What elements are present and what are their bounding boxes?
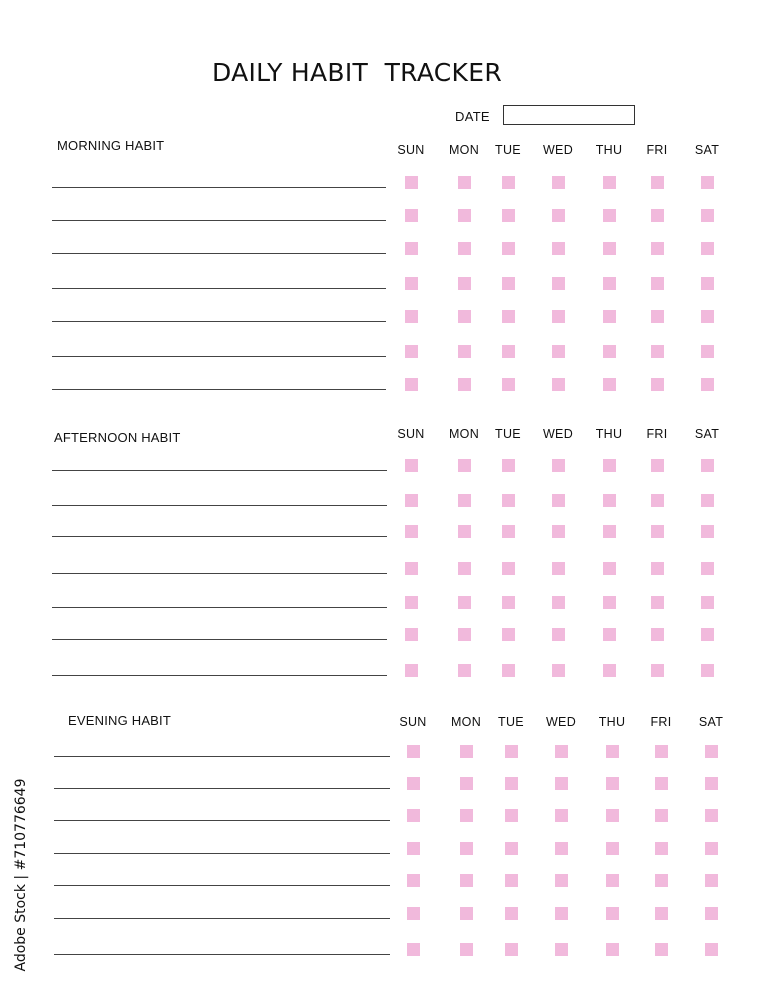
habit-checkbox[interactable] (405, 494, 418, 507)
habit-checkbox[interactable] (705, 777, 718, 790)
habit-checkbox[interactable] (651, 277, 664, 290)
habit-checkbox[interactable] (552, 209, 565, 222)
habit-checkbox[interactable] (460, 745, 473, 758)
habit-entry-line[interactable] (54, 954, 390, 955)
habit-checkbox[interactable] (405, 242, 418, 255)
habit-checkbox[interactable] (705, 745, 718, 758)
habit-checkbox[interactable] (555, 907, 568, 920)
habit-checkbox[interactable] (603, 562, 616, 575)
habit-checkbox[interactable] (552, 277, 565, 290)
section-title: EVENING HABIT (68, 713, 172, 728)
habit-checkbox[interactable] (655, 907, 668, 920)
day-header-sat: SAT (694, 143, 720, 157)
habit-entry-line[interactable] (54, 885, 390, 886)
habit-entry-line[interactable] (52, 639, 387, 640)
habit-checkbox[interactable] (405, 310, 418, 323)
habit-checkbox[interactable] (705, 907, 718, 920)
habit-checkbox[interactable] (502, 494, 515, 507)
habit-checkbox[interactable] (603, 242, 616, 255)
habit-checkbox[interactable] (552, 176, 565, 189)
habit-checkbox[interactable] (460, 777, 473, 790)
day-header-tue: TUE (495, 427, 521, 441)
habit-checkbox[interactable] (651, 310, 664, 323)
habit-checkbox[interactable] (460, 809, 473, 822)
habit-checkbox[interactable] (552, 242, 565, 255)
habit-entry-line[interactable] (54, 853, 390, 854)
habit-checkbox[interactable] (458, 310, 471, 323)
habit-checkbox[interactable] (651, 209, 664, 222)
habit-checkbox[interactable] (655, 943, 668, 956)
habit-checkbox[interactable] (603, 277, 616, 290)
habit-checkbox[interactable] (555, 745, 568, 758)
day-header-sun: SUN (397, 427, 425, 441)
habit-checkbox[interactable] (552, 378, 565, 391)
habit-checkbox[interactable] (651, 525, 664, 538)
habit-checkbox[interactable] (405, 664, 418, 677)
habit-checkbox[interactable] (705, 943, 718, 956)
habit-checkbox[interactable] (555, 842, 568, 855)
habit-checkbox[interactable] (651, 378, 664, 391)
day-header-mon: MON (448, 427, 480, 441)
habit-checkbox[interactable] (405, 345, 418, 358)
habit-checkbox[interactable] (603, 494, 616, 507)
habit-entry-line[interactable] (52, 573, 387, 574)
day-header-thu: THU (598, 715, 626, 729)
habit-checkbox[interactable] (502, 310, 515, 323)
stock-watermark (10, 765, 32, 985)
habit-checkbox[interactable] (655, 777, 668, 790)
habit-entry-line[interactable] (54, 756, 390, 757)
habit-entry-line[interactable] (52, 505, 387, 506)
habit-checkbox[interactable] (651, 459, 664, 472)
habit-checkbox[interactable] (405, 596, 418, 609)
habit-checkbox[interactable] (701, 310, 714, 323)
habit-entry-line[interactable] (52, 470, 387, 471)
habit-checkbox[interactable] (552, 310, 565, 323)
habit-checkbox[interactable] (458, 459, 471, 472)
habit-checkbox[interactable] (405, 459, 418, 472)
day-header-mon: MON (450, 715, 482, 729)
habit-entry-line[interactable] (52, 356, 386, 357)
habit-checkbox[interactable] (603, 209, 616, 222)
habit-checkbox[interactable] (552, 459, 565, 472)
habit-checkbox[interactable] (552, 525, 565, 538)
habit-checkbox[interactable] (552, 596, 565, 609)
habit-checkbox[interactable] (460, 943, 473, 956)
habit-entry-line[interactable] (52, 253, 386, 254)
habit-entry-line[interactable] (54, 820, 390, 821)
habit-checkbox[interactable] (407, 745, 420, 758)
habit-checkbox[interactable] (458, 494, 471, 507)
habit-checkbox[interactable] (701, 378, 714, 391)
habit-checkbox[interactable] (458, 242, 471, 255)
section-title: MORNING HABIT (57, 138, 165, 153)
habit-checkbox[interactable] (603, 378, 616, 391)
habit-checkbox[interactable] (405, 628, 418, 641)
habit-checkbox[interactable] (460, 874, 473, 887)
habit-checkbox[interactable] (603, 345, 616, 358)
habit-checkbox[interactable] (505, 842, 518, 855)
habit-checkbox[interactable] (603, 525, 616, 538)
habit-checkbox[interactable] (458, 176, 471, 189)
habit-checkbox[interactable] (458, 628, 471, 641)
habit-checkbox[interactable] (458, 277, 471, 290)
habit-checkbox[interactable] (405, 525, 418, 538)
habit-entry-line[interactable] (52, 607, 387, 608)
habit-checkbox[interactable] (701, 277, 714, 290)
habit-checkbox[interactable] (701, 176, 714, 189)
habit-checkbox[interactable] (606, 777, 619, 790)
day-header-sun: SUN (399, 715, 427, 729)
habit-checkbox[interactable] (505, 874, 518, 887)
habit-checkbox[interactable] (502, 378, 515, 391)
habit-checkbox[interactable] (505, 777, 518, 790)
habit-checkbox[interactable] (705, 809, 718, 822)
habit-checkbox[interactable] (502, 242, 515, 255)
habit-checkbox[interactable] (651, 628, 664, 641)
habit-entry-line[interactable] (52, 288, 386, 289)
habit-checkbox[interactable] (502, 209, 515, 222)
habit-checkbox[interactable] (552, 345, 565, 358)
habit-checkbox[interactable] (555, 943, 568, 956)
habit-checkbox[interactable] (505, 745, 518, 758)
habit-checkbox[interactable] (606, 874, 619, 887)
habit-checkbox[interactable] (555, 874, 568, 887)
date-label: DATE (455, 109, 490, 124)
day-header-tue: TUE (495, 143, 521, 157)
habit-checkbox[interactable] (407, 809, 420, 822)
habit-checkbox[interactable] (651, 176, 664, 189)
habit-checkbox[interactable] (655, 745, 668, 758)
habit-checkbox[interactable] (606, 745, 619, 758)
section-title: AFTERNOON HABIT (54, 430, 181, 445)
day-header-fri: FRI (650, 715, 672, 729)
habit-checkbox[interactable] (505, 809, 518, 822)
habit-checkbox[interactable] (458, 345, 471, 358)
habit-entry-line[interactable] (52, 675, 387, 676)
habit-checkbox[interactable] (701, 562, 714, 575)
habit-checkbox[interactable] (705, 874, 718, 887)
day-header-sat: SAT (698, 715, 724, 729)
habit-checkbox[interactable] (502, 345, 515, 358)
habit-checkbox[interactable] (502, 459, 515, 472)
habit-checkbox[interactable] (701, 459, 714, 472)
habit-checkbox[interactable] (502, 562, 515, 575)
habit-checkbox[interactable] (701, 345, 714, 358)
habit-checkbox[interactable] (701, 209, 714, 222)
habit-checkbox[interactable] (651, 345, 664, 358)
habit-checkbox[interactable] (458, 378, 471, 391)
habit-checkbox[interactable] (701, 596, 714, 609)
day-header-wed: WED (542, 427, 574, 441)
habit-checkbox[interactable] (458, 562, 471, 575)
habit-checkbox[interactable] (701, 494, 714, 507)
day-header-wed: WED (542, 143, 574, 157)
habit-checkbox[interactable] (705, 842, 718, 855)
habit-checkbox[interactable] (606, 943, 619, 956)
habit-checkbox[interactable] (458, 525, 471, 538)
habit-checkbox[interactable] (603, 628, 616, 641)
habit-entry-line[interactable] (52, 321, 386, 322)
habit-checkbox[interactable] (603, 176, 616, 189)
habit-checkbox[interactable] (651, 664, 664, 677)
habit-checkbox[interactable] (701, 664, 714, 677)
habit-checkbox[interactable] (651, 242, 664, 255)
habit-checkbox[interactable] (552, 664, 565, 677)
habit-checkbox[interactable] (407, 842, 420, 855)
habit-checkbox[interactable] (407, 943, 420, 956)
habit-checkbox[interactable] (655, 842, 668, 855)
day-header-thu: THU (595, 143, 623, 157)
habit-checkbox[interactable] (458, 596, 471, 609)
habit-checkbox[interactable] (552, 494, 565, 507)
habit-checkbox[interactable] (460, 842, 473, 855)
habit-checkbox[interactable] (460, 907, 473, 920)
habit-checkbox[interactable] (651, 562, 664, 575)
habit-checkbox[interactable] (555, 777, 568, 790)
habit-checkbox[interactable] (603, 596, 616, 609)
habit-checkbox[interactable] (405, 277, 418, 290)
habit-checkbox[interactable] (458, 209, 471, 222)
habit-checkbox[interactable] (603, 664, 616, 677)
habit-entry-line[interactable] (52, 536, 387, 537)
habit-checkbox[interactable] (505, 907, 518, 920)
habit-checkbox[interactable] (606, 809, 619, 822)
habit-checkbox[interactable] (603, 459, 616, 472)
habit-checkbox[interactable] (405, 209, 418, 222)
habit-checkbox[interactable] (651, 596, 664, 609)
day-header-fri: FRI (646, 143, 668, 157)
habit-checkbox[interactable] (701, 242, 714, 255)
habit-checkbox[interactable] (505, 943, 518, 956)
habit-checkbox[interactable] (606, 907, 619, 920)
habit-checkbox[interactable] (502, 628, 515, 641)
habit-checkbox[interactable] (405, 176, 418, 189)
habit-entry-line[interactable] (52, 389, 386, 390)
habit-checkbox[interactable] (458, 664, 471, 677)
habit-entry-line[interactable] (54, 918, 390, 919)
day-header-tue: TUE (498, 715, 524, 729)
habit-checkbox[interactable] (701, 525, 714, 538)
day-header-sat: SAT (694, 427, 720, 441)
habit-checkbox[interactable] (651, 494, 664, 507)
habit-checkbox[interactable] (603, 310, 616, 323)
day-header-fri: FRI (646, 427, 668, 441)
habit-checkbox[interactable] (552, 562, 565, 575)
date-input[interactable] (503, 105, 635, 125)
habit-checkbox[interactable] (407, 777, 420, 790)
habit-entry-line[interactable] (52, 187, 386, 188)
habit-checkbox[interactable] (701, 628, 714, 641)
habit-checkbox[interactable] (655, 809, 668, 822)
watermark-text: Adobe Stock | #710776649 (13, 778, 29, 972)
habit-checkbox[interactable] (502, 277, 515, 290)
habit-checkbox[interactable] (502, 176, 515, 189)
day-header-thu: THU (595, 427, 623, 441)
day-header-wed: WED (545, 715, 577, 729)
habit-checkbox[interactable] (407, 907, 420, 920)
habit-checkbox[interactable] (407, 874, 420, 887)
day-header-sun: SUN (397, 143, 425, 157)
habit-checkbox[interactable] (552, 628, 565, 641)
habit-entry-line[interactable] (52, 220, 386, 221)
page-title: DAILY HABIT TRACKER (212, 58, 503, 87)
habit-checkbox[interactable] (655, 874, 668, 887)
habit-checkbox[interactable] (502, 596, 515, 609)
habit-entry-line[interactable] (54, 788, 390, 789)
day-header-mon: MON (448, 143, 480, 157)
habit-checkbox[interactable] (405, 378, 418, 391)
habit-checkbox[interactable] (405, 562, 418, 575)
habit-checkbox[interactable] (502, 664, 515, 677)
habit-checkbox[interactable] (606, 842, 619, 855)
habit-checkbox[interactable] (555, 809, 568, 822)
habit-checkbox[interactable] (502, 525, 515, 538)
